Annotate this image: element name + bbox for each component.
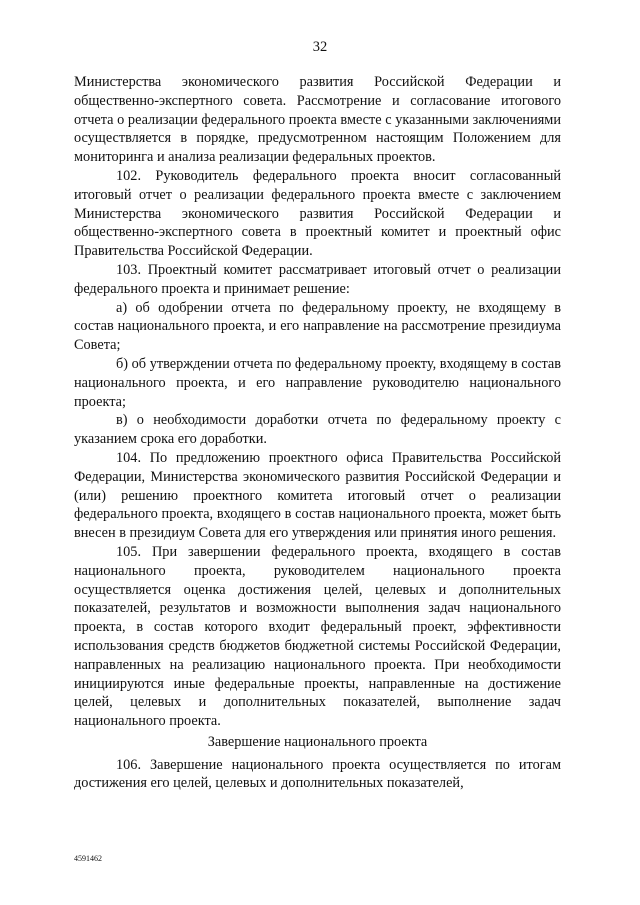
paragraph-continuation: Министерства экономического развития Российской Федерации и общественно-экспертного совета. Рассмотрение и согласование итогового отчета о реализации федерального проекта вместе с указанными заключениями осуществляется в порядке, предусмотренном настоящим Положением для мониторинга и анализа реализации федеральных проектов.: [74, 74, 561, 166]
subitem-b: б) об утверждении отчета по федеральному проекту, входящему в состав национального проекта, и его направление руководителю национального проекта;: [74, 355, 561, 410]
paragraph-105: 105. При завершении федерального проекта, входящего в состав национального проекта, руководителем национального проекта осуществляется оценка достижения целей, целевых и дополнительных показателей, результатов и возможности выполнения задач национального проекта, в состав которого входит федеральный проект, эффективности использования средств бюджетов бюджетной системы Российской Федерации, направленных на реализацию национального проекта. При необходимости инициируются иные федеральные проекты, направленные на достижение целей, целевых и дополнительных показателей, выполнение задач национального проекта.: [74, 543, 561, 730]
subitem-v: в) о необходимости доработки отчета по федеральному проекту с указанием срока его доработки.: [74, 412, 561, 448]
subitem-a: а) об одобрении отчета по федеральному проекту, не входящему в состав национального проекта, и его направление на рассмотрение президиума Совета;: [74, 299, 561, 354]
page-body: [74, 73, 561, 793]
section-title: Завершение национального проекта: [207, 733, 428, 750]
page-number: 32: [312, 39, 328, 55]
document-id: 4591462: [74, 854, 102, 863]
paragraph-102: 102. Руководитель федерального проекта вносит согласованный итоговый отчет о реализации федерального проекта вместе с заключением Министерства экономического развития Российской Федерации и общественно-экспертного совета в проектный комитет и проектный офис Правительства Российской Федерации.: [74, 167, 561, 260]
paragraph-104: 104. По предложению проектного офиса Правительства Российской Федерации, Министерства экономического развития Российской Федерации и (или) решению проектного комитета итоговый отчет о реализации федерального проекта, входящего в состав национального проекта, может быть внесен в президиум Совета для его утверждения или принятия иного решения.: [74, 449, 561, 542]
paragraph-103: 103. Проектный комитет рассматривает итоговый отчет о реализации федерального проекта и принимает решение:: [74, 261, 561, 297]
paragraph-106: 106. Завершение национального проекта осуществляется по итогам достижения его целей, целевых и дополнительных показателей,: [74, 756, 561, 792]
